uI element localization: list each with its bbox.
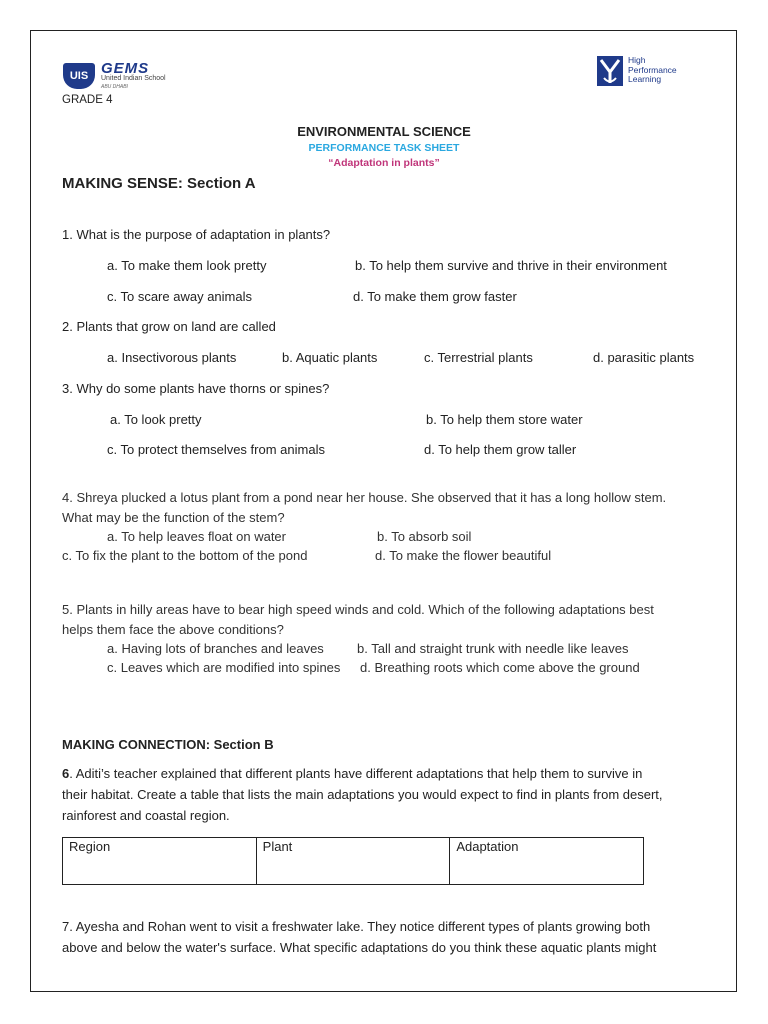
question-6-line-3: rainforest and coastal region. [62,808,230,823]
table-row [63,838,644,885]
question-6-line-1 [62,766,642,781]
uis-logo: UIS [63,63,95,89]
q3-option-a: a. To look pretty [110,412,202,427]
question-6-text: . Aditi’s teacher explained that different plants have different adaptations that help them to survive in [69,766,643,781]
q5-option-c: c. Leaves which are modified into spines [107,660,341,675]
q3-option-d: d. To help them grow taller [424,442,577,457]
q4-option-d: d. To make the flower beautiful [375,548,552,563]
q5-option-a: a. Having lots of branches and leaves [107,641,324,656]
table-header-adaptation[interactable]: Adaptation [450,838,644,885]
q3-option-b: b. To help them store water [426,412,583,427]
q1-option-d: d. To make them grow faster [353,289,517,304]
table-header-plant[interactable]: Plant [256,838,450,885]
q2-option-a: a. Insectivorous plants [107,350,237,365]
q1-option-a: a. To make them look pretty [107,258,267,273]
sheet-type: PERFORMANCE TASK SHEET [308,142,460,154]
q5-option-d: d. Breathing roots which come above the ground [360,660,640,675]
q4-option-b: b. To absorb soil [377,529,472,544]
school-name: United Indian School [101,75,166,82]
grade-label: GRADE 4 [62,94,113,106]
question-2: 2. Plants that grow on land are called [62,319,276,334]
question-7-line-1: 7. Ayesha and Rohan went to visit a freshwater lake. They notice different types of plants growing both [62,919,651,934]
question-5-line-1: 5. Plants in hilly areas have to bear high speed winds and cold. Which of the following adaptations best [62,602,654,617]
table-header-region[interactable]: Region [63,838,257,885]
q1-option-b: b. To help them survive and thrive in their environment [355,258,667,273]
question-5-line-2: helps them face the above conditions? [62,622,284,637]
question-4-line-2: What may be the function of the stem? [62,510,285,525]
q2-option-d: d. parasitic plants [593,350,695,365]
q3-option-c: c. To protect themselves from animals [107,442,325,457]
q4-option-c: c. To fix the plant to the bottom of the pond [62,548,308,563]
q2-option-b: b. Aquatic plants [282,350,378,365]
question-6-line-2: their habitat. Create a table that lists the main adaptations you would expect to find in plants from desert, [62,787,663,802]
q1-option-c: c. To scare away animals [107,289,252,304]
question-7-line-2: above and below the water's surface. What specific adaptations do you think these aquatic plants might [62,940,657,955]
school-city: ABU DHABI [101,84,128,90]
gems-logo-text: GEMS [101,60,150,77]
q5-option-b: b. Tall and straight trunk with needle like leaves [357,641,629,656]
hpl-logo-icon [597,56,623,86]
hpl-logo-text: High Performance Learning [628,55,677,84]
topic-title: “Adaptation in plants” [328,157,440,169]
q4-option-a: a. To help leaves float on water [107,529,286,544]
question-1: 1. What is the purpose of adaptation in plants? [62,227,331,242]
section-b-heading: MAKING CONNECTION: Section B [62,737,274,752]
section-a-heading: MAKING SENSE: Section A [62,175,256,192]
question-4-line-1: 4. Shreya plucked a lotus plant from a pond near her house. She observed that it has a long hollow stem. [62,490,667,505]
adaptation-table [62,837,644,885]
question-6-number: 6 [62,766,70,781]
subject-title: ENVIRONMENTAL SCIENCE [297,124,471,139]
question-3: 3. Why do some plants have thorns or spines? [62,381,330,396]
q2-option-c: c. Terrestrial plants [424,350,533,365]
